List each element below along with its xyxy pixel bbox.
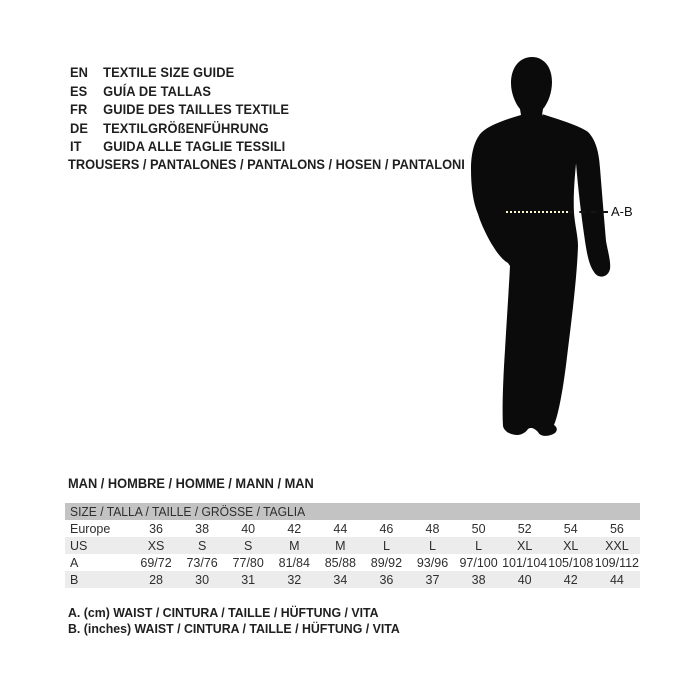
gender-heading: [68, 476, 327, 491]
size-cell: M: [335, 538, 346, 553]
size-table: [65, 503, 640, 588]
size-cell: 89/92: [370, 555, 403, 570]
size-cell: 42: [563, 572, 578, 587]
man-body-shape: [471, 57, 588, 436]
language-code: ES: [70, 82, 88, 99]
garment-heading: [68, 157, 486, 172]
size-cell: 69/72: [140, 555, 172, 570]
man-silhouette: [430, 40, 700, 470]
size-cell: 44: [609, 572, 624, 587]
size-cell: 31: [241, 572, 256, 587]
size-table-row: [65, 571, 640, 588]
size-cell: 37: [425, 572, 440, 587]
size-cell: XXL: [605, 538, 629, 553]
language-row: [70, 137, 289, 156]
size-row-label: Europe: [70, 521, 111, 536]
size-row-label: US: [70, 538, 88, 553]
size-cell: 42: [287, 521, 302, 536]
language-code: FR: [70, 101, 88, 118]
gender-heading-text: MAN / HOMBRE / HOMME / MANN / MAN: [68, 476, 314, 491]
language-title: GUIDA ALLE TAGLIE TESSILI: [103, 138, 286, 155]
language-list: [70, 63, 289, 156]
footnote-b: B. (inches) WAIST / CINTURA / TAILLE / HÜFTUNG / VITA: [68, 620, 400, 636]
size-table-row: [65, 520, 640, 537]
size-cell: M: [289, 538, 300, 553]
size-cell: 30: [195, 572, 210, 587]
size-cell: 36: [149, 521, 163, 536]
language-title: GUIDE DES TAILLES TEXTILE: [103, 101, 290, 118]
size-cell: S: [244, 538, 253, 553]
size-table-header-text: SIZE / TALLA / TAILLE / GRÖSSE / TAGLIA: [70, 504, 306, 519]
language-row: [70, 63, 289, 82]
language-row: [70, 100, 289, 119]
size-cell: 40: [241, 521, 256, 536]
size-cell: 85/88: [324, 555, 356, 570]
size-cell: 54: [563, 521, 578, 536]
size-cell: 77/80: [232, 555, 264, 570]
size-cell: 36: [379, 572, 394, 587]
size-table-header: [65, 503, 640, 520]
size-cell: XS: [147, 538, 165, 553]
language-title: GUÍA DE TALLAS: [103, 82, 212, 99]
size-cell: XL: [563, 538, 579, 553]
size-cell: 52: [517, 521, 532, 536]
size-cell: 97/100: [459, 555, 498, 570]
size-cell: 38: [471, 572, 486, 587]
waist-measure-dotted-line: [506, 211, 568, 213]
size-cell: 56: [609, 521, 624, 536]
garment-heading-text: TROUSERS / PANTALONES / PANTALONS / HOSEN / PANTALONI: [68, 157, 465, 172]
language-title: TEXTILE SIZE GUIDE: [103, 64, 235, 80]
size-cell: 34: [333, 572, 348, 587]
size-row-label: B: [70, 572, 79, 587]
size-table-row: [65, 554, 640, 571]
language-code: EN: [70, 64, 89, 80]
size-cell: 28: [149, 572, 163, 587]
size-cell: 105/108: [548, 555, 594, 570]
footnote-a: A. (cm) WAIST / CINTURA / TAILLE / HÜFTUNG / VITA: [68, 605, 379, 620]
size-cell: L: [382, 538, 390, 553]
size-cell: 32: [287, 572, 302, 587]
size-cell: S: [197, 538, 207, 553]
language-title: TEXTILGRÖßENFÜHRUNG: [103, 119, 269, 136]
size-cell: 40: [517, 572, 532, 587]
size-cell: L: [429, 538, 436, 553]
size-cell: 81/84: [278, 555, 310, 570]
size-cell: XL: [517, 538, 533, 553]
size-cell: 93/96: [416, 555, 449, 570]
size-cell: 44: [333, 521, 348, 536]
language-code: DE: [70, 119, 89, 136]
size-cell: 50: [471, 521, 486, 536]
language-row: [70, 82, 289, 101]
size-cell: 48: [425, 521, 440, 536]
waist-measure-dashed-line: [568, 211, 608, 213]
size-table-header-row: [65, 503, 640, 520]
language-row: [70, 119, 289, 138]
measure-label: A-B: [611, 204, 633, 219]
size-row-label: A: [70, 555, 79, 570]
size-table-row: [65, 537, 640, 554]
footnotes: [68, 605, 417, 636]
size-cell: L: [475, 538, 483, 553]
size-cell: 73/76: [186, 555, 218, 570]
size-cell: 38: [195, 521, 210, 536]
size-cell: 101/104: [502, 555, 548, 570]
model-figure: [430, 40, 700, 470]
language-code: IT: [70, 138, 82, 155]
size-cell: 109/112: [594, 555, 640, 570]
size-cell: 46: [379, 521, 394, 536]
